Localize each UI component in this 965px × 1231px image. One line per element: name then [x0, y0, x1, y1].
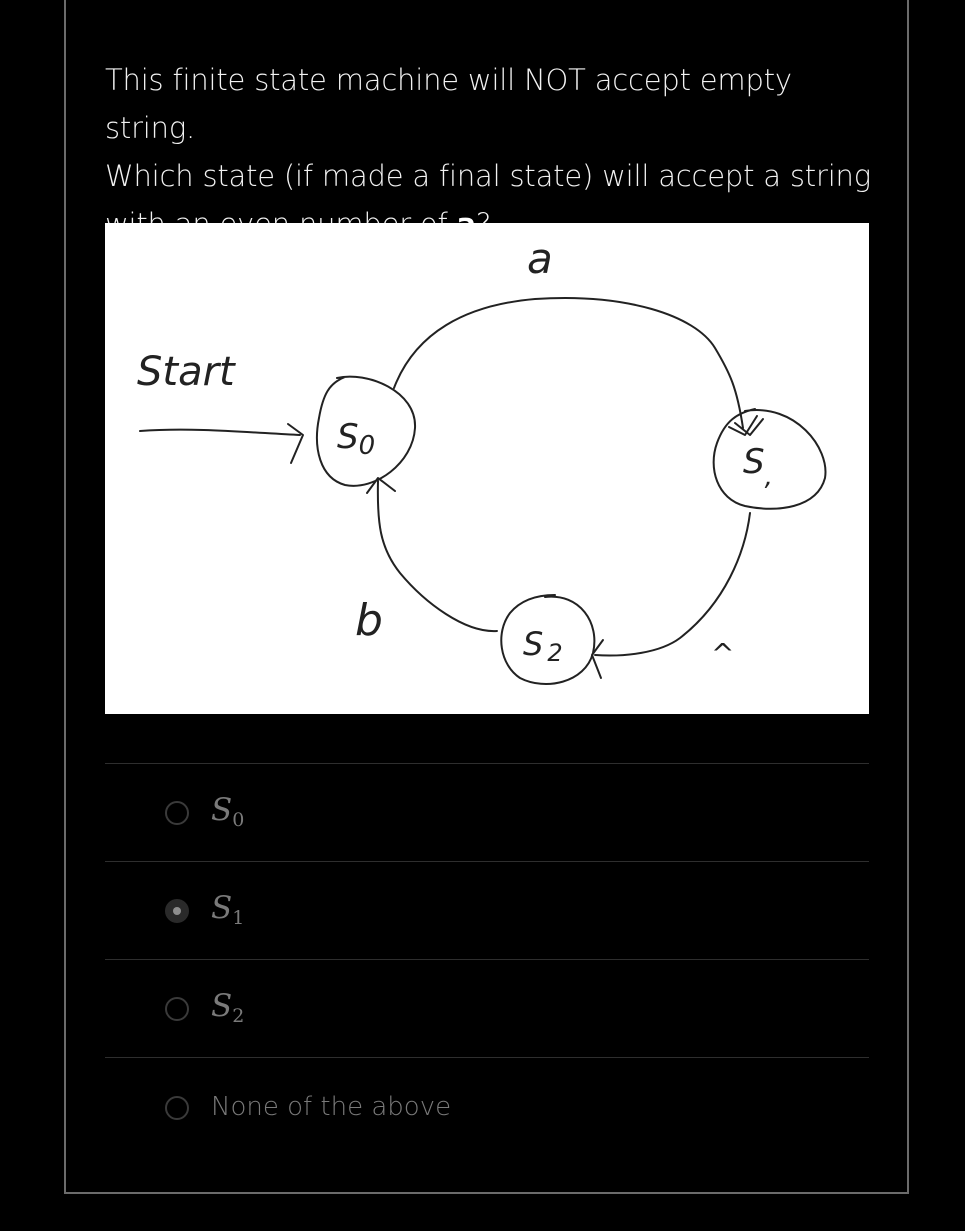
- option-s1-label: [211, 890, 244, 929]
- state-s1-label: [743, 442, 773, 492]
- radio-s0[interactable]: [165, 801, 189, 825]
- state-s2-base: S: [523, 625, 544, 663]
- fsm-diagram: [105, 223, 869, 714]
- state-s2-label: [523, 625, 563, 667]
- option-s0[interactable]: [105, 764, 869, 861]
- edge-right-arc: [595, 513, 750, 655]
- option-s0-base: S: [211, 792, 233, 828]
- radio-s1-selected[interactable]: [165, 899, 189, 923]
- option-s1[interactable]: [105, 862, 869, 959]
- state-s1-subscript: ,: [764, 462, 773, 492]
- option-s0-subscript: 0: [232, 809, 245, 831]
- option-s1-subscript: 1: [232, 907, 245, 929]
- question-line-1: This finite state machine will NOT accept empty string.: [105, 63, 792, 145]
- state-s0-base: S: [337, 417, 359, 457]
- radio-none[interactable]: [165, 1096, 189, 1120]
- state-s1-base: S: [743, 442, 765, 482]
- edge-left-label: b: [355, 595, 383, 646]
- option-s0-label: [211, 792, 244, 831]
- fsm-diagram-image: [105, 223, 869, 714]
- edge-left-arrowhead: [367, 478, 395, 493]
- start-arrowhead: [288, 424, 303, 463]
- option-s2[interactable]: [105, 960, 869, 1057]
- edge-top-arc: [394, 298, 743, 428]
- start-arrow: [140, 430, 300, 435]
- state-s2-subscript: 2: [547, 639, 563, 667]
- option-none-label: None of the above: [211, 1092, 452, 1122]
- option-s2-subscript: 2: [232, 1005, 245, 1027]
- state-s0-label: [337, 417, 375, 461]
- edge-right-label: ^: [711, 637, 735, 670]
- option-s1-base: S: [211, 890, 233, 926]
- state-s0-subscript: 0: [358, 431, 376, 461]
- edge-left-arc: [378, 481, 497, 631]
- question-text: [105, 56, 885, 248]
- option-s2-label: [211, 988, 244, 1027]
- radio-s2[interactable]: [165, 997, 189, 1021]
- option-none[interactable]: [105, 1058, 869, 1155]
- option-s2-base: S: [211, 988, 233, 1024]
- start-label: Start: [137, 349, 235, 395]
- edge-top-label: a: [527, 234, 553, 283]
- question-line-2: Which state (if made a final state) will accept a string: [105, 159, 871, 193]
- state-s1-circle: [714, 409, 826, 509]
